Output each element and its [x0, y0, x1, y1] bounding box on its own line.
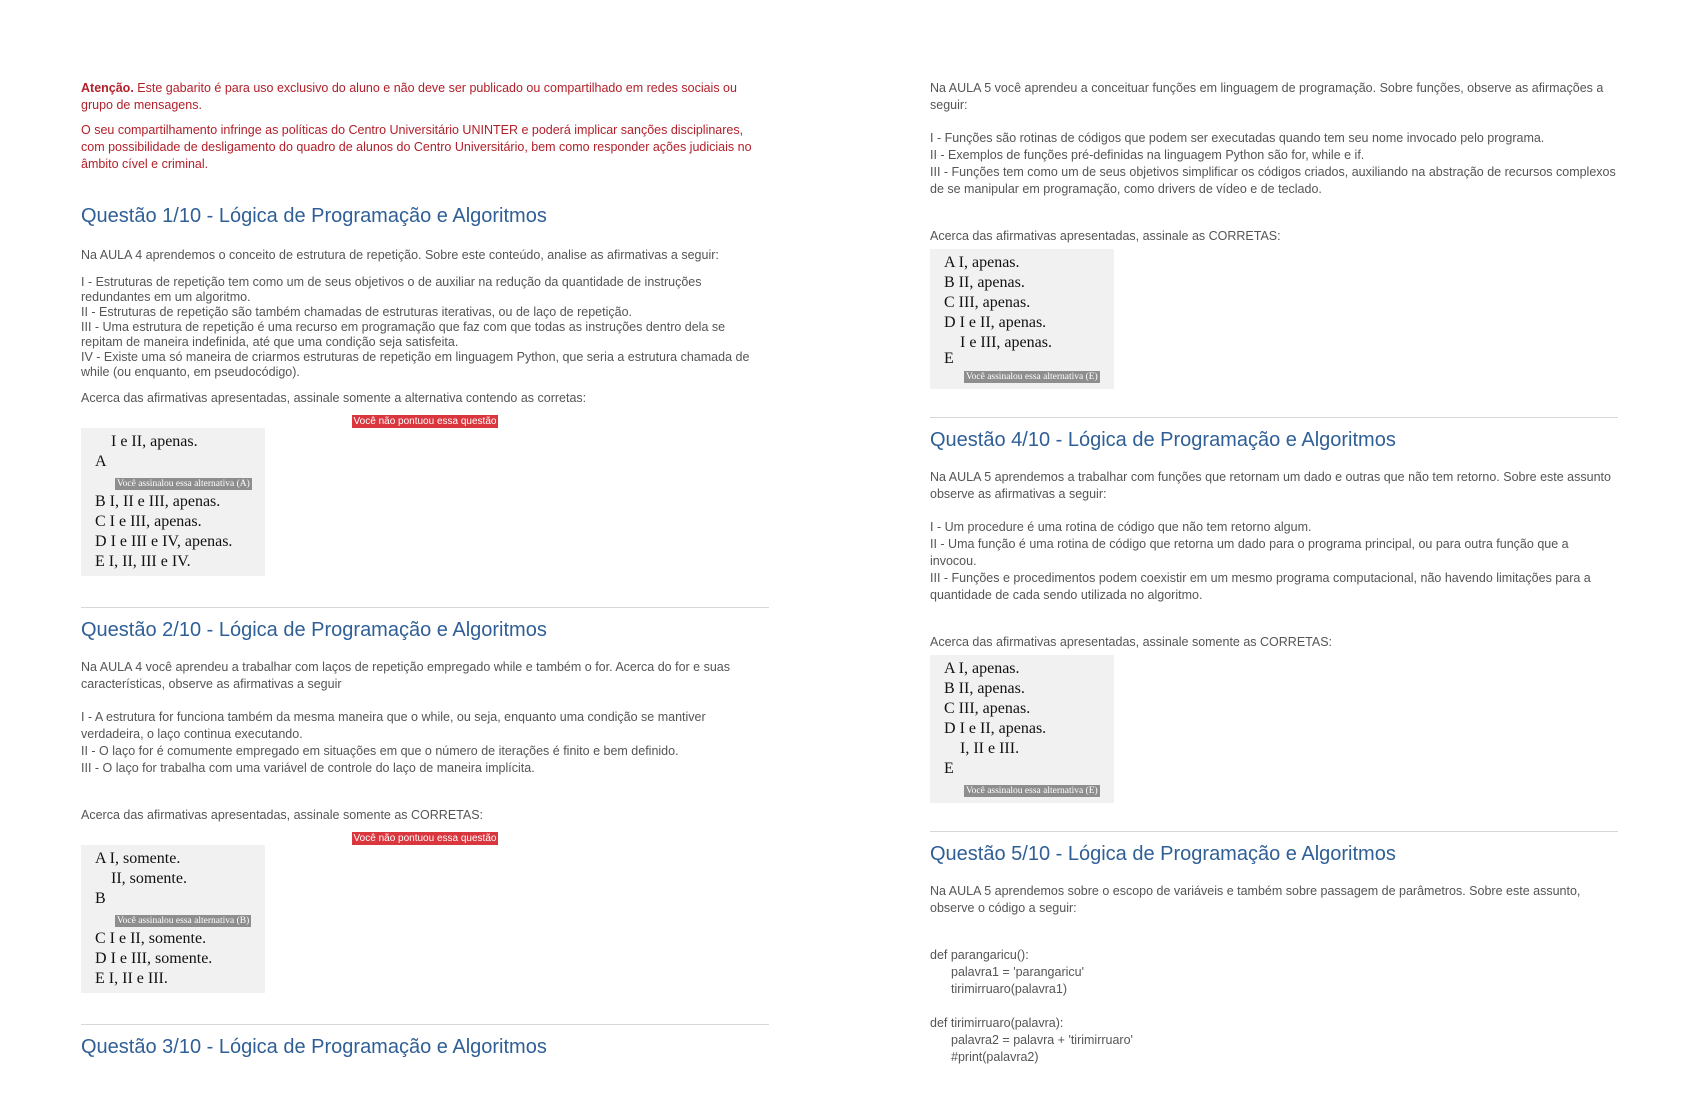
statement: III - Funções tem como um de seus objetivos simplificar os códigos criados, auxiliando na abstração de recursos complexos de se manipular em programação, como drivers de vídeo e de teclado.: [930, 165, 1616, 196]
question-2-title: Questão 2/10 - Lógica de Programação e Algoritmos: [81, 619, 547, 641]
option-d[interactable]: D I e II, apenas.: [944, 314, 1047, 331]
code-line: def parangaricu():: [930, 948, 1029, 962]
statement: I - Funções são rotinas de códigos que podem ser executadas quando tem seu nome invocado pelo programa.: [930, 131, 1545, 145]
option-a[interactable]: A I, apenas.: [944, 254, 1020, 271]
question-4-intro: Na AULA 5 aprendemos a trabalhar com funções que retornam um dado e outras que não tem retorno. Sobre este assunto observe as afirmativas a seguir:: [930, 470, 1611, 501]
statement: I - Estruturas de repetição tem como um de seus objetivos o de auxiliar na redução da quantidade de instruções redundantes em um algoritmo.: [81, 275, 702, 304]
right-column: [930, 80, 1618, 1066]
question-4-prompt: Acerca das afirmativas apresentadas, assinale somente as CORRETAS:: [930, 635, 1333, 649]
option-e[interactable]: E I, II e III.: [95, 970, 168, 987]
option-b[interactable]: B II, apenas.: [944, 680, 1025, 697]
code-line: #print(palavra2): [951, 1050, 1039, 1064]
code-block: [930, 947, 1618, 1066]
question-1-prompt: Acerca das afirmativas apresentadas, assinale somente a alternativa contendo as corretas:: [81, 391, 587, 405]
question-5-intro: Na AULA 5 aprendemos sobre o escopo de variáveis e também sobre passagem de parâmetros. Sobre este assunto, observe o código a seguir:: [930, 884, 1581, 915]
question-3-prompt: Acerca das afirmativas apresentadas, assinale as CORRETAS:: [930, 229, 1281, 243]
statement: IV - Existe uma só maneira de criarmos estruturas de repetição em linguagem Python, que seria a estrutura chamada de while (ou enquanto, em pseudocódigo).: [81, 350, 750, 379]
question-2-statements: [81, 709, 769, 777]
question-1-options: [81, 428, 265, 576]
no-points-row: [81, 828, 769, 844]
question-3-options: [930, 249, 1114, 389]
question-2-intro: Na AULA 4 você aprendeu a trabalhar com laços de repetição empregado while e também o for. Acerca do for e suas características, observe as afirmativas a seguir: [81, 660, 730, 691]
statement: II - Estruturas de repetição são também chamadas de estruturas iterativas, ou de laço de repetição.: [81, 305, 632, 319]
option-e[interactable]: I e III, apenas. E Você assinalou essa alternativa (E): [944, 334, 1098, 382]
question-2-prompt: Acerca das afirmativas apresentadas, assinale somente as CORRETAS:: [81, 808, 484, 822]
question-4-options: [930, 655, 1114, 803]
selected-answer-badge: Você assinalou essa alternativa (B): [117, 916, 250, 926]
option-b[interactable]: B II, apenas.: [944, 274, 1025, 291]
question-3-statements: [930, 130, 1618, 198]
notice-paragraph-1: [81, 80, 769, 114]
statement: I - A estrutura for funciona também da mesma maneira que o while, ou seja, enquanto uma condição se mantiver verdadeira, o laço continua executando.: [81, 710, 706, 741]
code-line: def tirimirruaro(palavra):: [930, 1016, 1064, 1030]
option-d[interactable]: D I e II, apenas.: [944, 720, 1047, 737]
option-e[interactable]: E I, II, III e IV.: [95, 553, 191, 570]
no-points-badge: Você não pontuou essa questão: [353, 416, 497, 427]
no-points-badge: Você não pontuou essa questão: [353, 833, 497, 844]
code-line: palavra1 = 'parangaricu': [951, 965, 1084, 979]
notice-attention-label: Atenção.: [81, 81, 134, 95]
selected-answer-badge: Você assinalou essa alternativa (E): [966, 372, 1098, 382]
question-1-intro: Na AULA 4 aprendemos o conceito de estrutura de repetição. Sobre este conteúdo, analise as afirmativas a seguir:: [81, 248, 719, 262]
statement: II - Exemplos de funções pré-definidas na linguagem Python são for, while e if.: [930, 148, 1365, 162]
question-5-title: Questão 5/10 - Lógica de Programação e Algoritmos: [930, 843, 1396, 865]
no-points-row: [81, 411, 769, 427]
code-line: palavra2 = palavra + 'tirimirruaro': [951, 1033, 1133, 1047]
question-4-title: Questão 4/10 - Lógica de Programação e Algoritmos: [930, 429, 1396, 451]
option-b[interactable]: B I, II e III, apenas.: [95, 493, 221, 510]
option-c[interactable]: C I e II, somente.: [95, 930, 207, 947]
selected-answer-badge: Você assinalou essa alternativa (A): [117, 479, 250, 489]
selected-answer-badge: Você assinalou essa alternativa (E): [966, 786, 1098, 796]
question-3-intro: Na AULA 5 você aprendeu a conceituar funções em linguagem de programação. Sobre funções, observe as afirmações a seguir:: [930, 81, 1604, 112]
question-2-options: [81, 845, 265, 993]
option-d[interactable]: D I e III e IV, apenas.: [95, 533, 233, 550]
notice-text-1: Este gabarito é para uso exclusivo do aluno e não deve ser publicado ou compartilhado em redes sociais ou grupo de mensagens.: [81, 81, 737, 112]
statement: II - Uma função é uma rotina de código que retorna um dado para o programa principal, ou para outra função que a invocou.: [930, 537, 1569, 568]
option-d[interactable]: D I e III, somente.: [95, 950, 213, 967]
notice-paragraph-2: O seu compartilhamento infringe as políticas do Centro Universitário UNINTER e poderá implicar sanções disciplinares, com possibilidade de desligamento do quadro de alunos do Centro Universitário, bem como responder ações judiciais no âmbito cível e criminal.: [81, 123, 752, 171]
statement: III - Uma estrutura de repetição é uma recurso em programação que faz com que todas as instruções dentro dela se repitam de maneira indefinida, até que uma condição seja satisfeita.: [81, 320, 726, 349]
question-1-statements: [81, 275, 769, 379]
question-4-statements: [930, 519, 1618, 604]
question-3-title: Questão 3/10 - Lógica de Programação e Algoritmos: [81, 1036, 547, 1058]
option-a[interactable]: I e II, apenas. A Você assinalou essa alternativa (A): [95, 433, 250, 489]
statement: II - O laço for é comumente empregado em situações em que o número de iterações é finito e bem definido.: [81, 744, 679, 758]
option-c[interactable]: C III, apenas.: [944, 700, 1031, 717]
option-e[interactable]: I, II e III. E Você assinalou essa alternativa (E): [944, 740, 1098, 796]
option-a[interactable]: A I, apenas.: [944, 660, 1020, 677]
option-c[interactable]: C III, apenas.: [944, 294, 1031, 311]
statement: I - Um procedure é uma rotina de código que não tem retorno algum.: [930, 520, 1312, 534]
question-1-title: Questão 1/10 - Lógica de Programação e Algoritmos: [81, 205, 547, 227]
statement: III - Funções e procedimentos podem coexistir em um mesmo programa computacional, não havendo limitações para a quantidade de cada sendo utilizada no algoritmo.: [930, 571, 1591, 602]
option-b[interactable]: II, somente. B Você assinalou essa alternativa (B): [95, 870, 250, 926]
code-line: tirimirruaro(palavra1): [951, 982, 1067, 996]
left-column: [81, 80, 769, 1060]
option-a[interactable]: A I, somente.: [95, 850, 181, 867]
statement: III - O laço for trabalha com uma variável de controle do laço de maneira implícita.: [81, 761, 535, 775]
option-c[interactable]: C I e III, apenas.: [95, 513, 202, 530]
